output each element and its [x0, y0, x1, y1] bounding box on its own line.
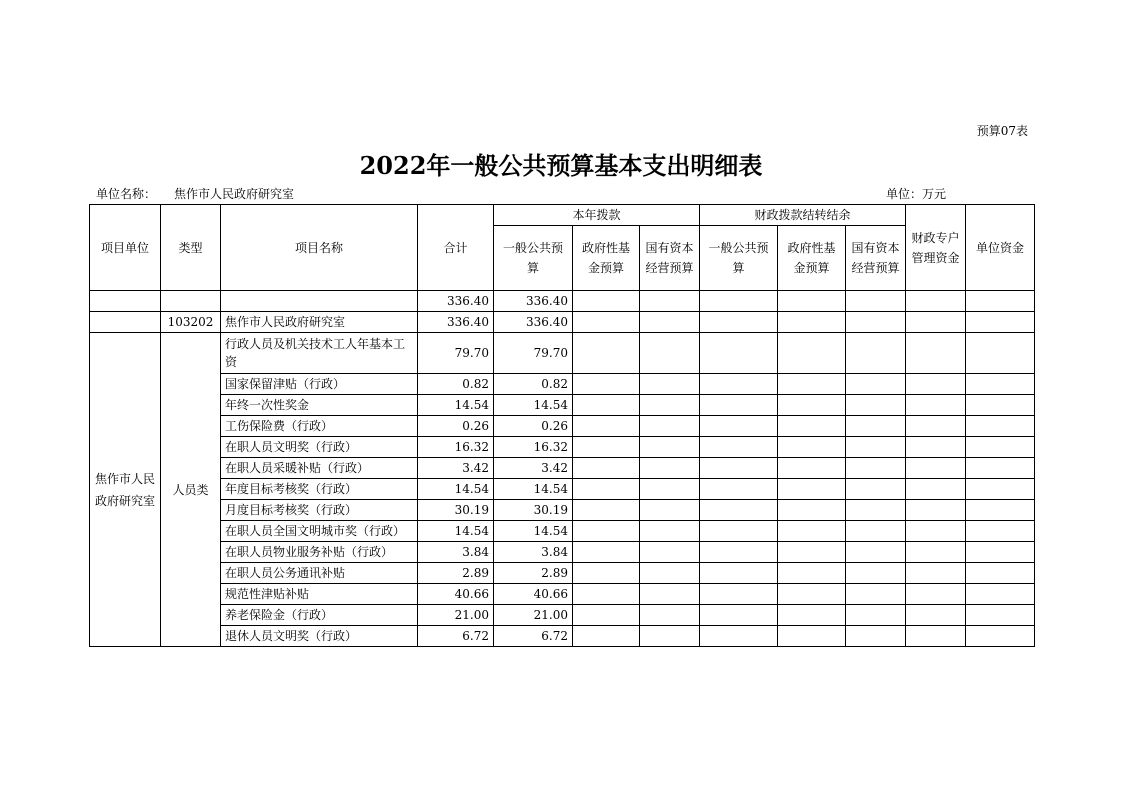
empty-cell	[846, 333, 906, 374]
empty-cell	[966, 626, 1035, 647]
empty-cell	[640, 395, 700, 416]
empty-cell	[573, 416, 640, 437]
row-total: 16.32	[418, 437, 494, 458]
row-general: 21.00	[494, 605, 573, 626]
row-general: 0.82	[494, 374, 573, 395]
row-total: 2.89	[418, 563, 494, 584]
empty-cell	[700, 416, 778, 437]
empty-cell	[573, 479, 640, 500]
row-general: 30.19	[494, 500, 573, 521]
empty-cell	[700, 458, 778, 479]
empty-cell	[700, 333, 778, 374]
empty-cell	[846, 500, 906, 521]
row-total: 0.82	[418, 374, 494, 395]
row-item-name: 月度目标考核奖（行政）	[221, 500, 418, 521]
summary-general: 336.40	[494, 291, 573, 312]
empty-cell	[778, 500, 846, 521]
empty-cell	[573, 437, 640, 458]
empty-cell	[778, 605, 846, 626]
empty-cell	[906, 584, 966, 605]
table-row	[90, 605, 1035, 626]
row-item-name: 规范性津贴补贴	[221, 584, 418, 605]
empty-cell	[700, 542, 778, 563]
row-item-name: 在职人员公务通讯补贴	[221, 563, 418, 584]
empty-cell	[573, 500, 640, 521]
table-row	[90, 626, 1035, 647]
empty-cell	[906, 563, 966, 584]
empty-cell	[700, 605, 778, 626]
table-row	[90, 521, 1035, 542]
empty-cell	[906, 542, 966, 563]
empty-cell	[778, 542, 846, 563]
row-general: 14.54	[494, 479, 573, 500]
row-general: 40.66	[494, 584, 573, 605]
empty-cell	[700, 584, 778, 605]
unit-name-value: 焦作市人民政府研究室	[174, 187, 295, 201]
table-row	[90, 374, 1035, 395]
row-item-name: 工伤保险费（行政）	[221, 416, 418, 437]
table-row	[90, 542, 1035, 563]
row-item-name: 在职人员物业服务补贴（行政）	[221, 542, 418, 563]
budget-table	[89, 204, 1035, 647]
unit-name-line	[96, 185, 294, 202]
empty-cell	[966, 521, 1035, 542]
empty-cell	[966, 395, 1035, 416]
empty-cell	[846, 395, 906, 416]
empty-cell	[906, 500, 966, 521]
empty-cell	[573, 374, 640, 395]
row-item-name: 年终一次性奖金	[221, 395, 418, 416]
dept-general: 336.40	[494, 312, 573, 333]
header-carry-state-capital: 国有资本经营预算	[846, 226, 906, 291]
row-general: 14.54	[494, 521, 573, 542]
summary-total: 336.40	[418, 291, 494, 312]
empty-cell	[700, 500, 778, 521]
row-item-name: 国家保留津贴（行政）	[221, 374, 418, 395]
row-total: 6.72	[418, 626, 494, 647]
empty-cell	[778, 395, 846, 416]
empty-cell	[846, 605, 906, 626]
row-item-name: 在职人员全国文明城市奖（行政）	[221, 521, 418, 542]
empty-cell	[906, 605, 966, 626]
empty-cell	[846, 626, 906, 647]
empty-cell	[573, 333, 640, 374]
row-total: 40.66	[418, 584, 494, 605]
header-item: 项目名称	[221, 205, 418, 291]
empty-cell	[846, 374, 906, 395]
header-unit-fund: 单位资金	[966, 205, 1035, 291]
row-total: 79.70	[418, 333, 494, 374]
empty-cell	[700, 479, 778, 500]
empty-cell	[846, 458, 906, 479]
row-total: 0.26	[418, 416, 494, 437]
row-item-name: 在职人员采暖补贴（行政）	[221, 458, 418, 479]
empty-cell	[573, 542, 640, 563]
empty-cell	[966, 563, 1035, 584]
table-row	[90, 563, 1035, 584]
empty-cell	[966, 416, 1035, 437]
empty-cell	[573, 584, 640, 605]
header-total: 合计	[418, 205, 494, 291]
empty-cell	[700, 395, 778, 416]
empty-cell	[966, 479, 1035, 500]
row-item-name: 年度目标考核奖（行政）	[221, 479, 418, 500]
header-current-year: 本年拨款	[494, 205, 700, 226]
header-general-budget: 一般公共预算	[494, 226, 573, 291]
money-unit: 单位：万元	[886, 187, 947, 201]
empty-cell	[640, 479, 700, 500]
table-row	[90, 458, 1035, 479]
empty-cell	[640, 500, 700, 521]
row-total: 21.00	[418, 605, 494, 626]
empty-cell	[906, 458, 966, 479]
row-general: 2.89	[494, 563, 573, 584]
empty-cell	[778, 563, 846, 584]
summary-row	[90, 291, 1035, 312]
empty-cell	[778, 416, 846, 437]
header-unit: 项目单位	[90, 205, 161, 291]
table-row	[90, 437, 1035, 458]
empty-cell	[966, 374, 1035, 395]
empty-cell	[778, 458, 846, 479]
dept-row	[90, 312, 1035, 333]
empty-cell	[778, 333, 846, 374]
row-item-name: 退休人员文明奖（行政）	[221, 626, 418, 647]
empty-cell	[906, 416, 966, 437]
empty-cell	[966, 605, 1035, 626]
empty-cell	[640, 563, 700, 584]
header-special-account: 财政专户管理资金	[906, 205, 966, 291]
row-total: 30.19	[418, 500, 494, 521]
empty-cell	[640, 626, 700, 647]
empty-cell	[906, 437, 966, 458]
empty-cell	[778, 479, 846, 500]
empty-cell	[778, 584, 846, 605]
row-general: 3.42	[494, 458, 573, 479]
group-unit: 焦作市人民政府研究室	[90, 333, 161, 647]
empty-cell	[573, 563, 640, 584]
empty-cell	[966, 437, 1035, 458]
row-total: 3.84	[418, 542, 494, 563]
group-type: 人员类	[161, 333, 221, 647]
empty-cell	[573, 626, 640, 647]
header-state-capital: 国有资本经营预算	[640, 226, 700, 291]
empty-cell	[966, 458, 1035, 479]
table-row	[90, 500, 1035, 521]
row-general: 16.32	[494, 437, 573, 458]
empty-cell	[640, 374, 700, 395]
row-general: 0.26	[494, 416, 573, 437]
empty-cell	[778, 521, 846, 542]
empty-cell	[906, 479, 966, 500]
empty-cell	[906, 374, 966, 395]
form-number: 预算07表	[976, 124, 1028, 138]
row-total: 3.42	[418, 458, 494, 479]
empty-cell	[640, 458, 700, 479]
row-item-name: 养老保险金（行政）	[221, 605, 418, 626]
header-carryover: 财政拨款结转结余	[700, 205, 906, 226]
page-title: 2022年一般公共预算基本支出明细表	[359, 151, 763, 180]
header-type: 类型	[161, 205, 221, 291]
empty-cell	[573, 458, 640, 479]
table-row	[90, 479, 1035, 500]
empty-cell	[700, 437, 778, 458]
row-item-name: 在职人员文明奖（行政）	[221, 437, 418, 458]
empty-cell	[640, 542, 700, 563]
header-carry-general: 一般公共预算	[700, 226, 778, 291]
table-row	[90, 333, 1035, 374]
empty-cell	[846, 584, 906, 605]
empty-cell	[966, 584, 1035, 605]
header-carry-gov-fund: 政府性基金预算	[778, 226, 846, 291]
empty-cell	[700, 374, 778, 395]
empty-cell	[778, 626, 846, 647]
dept-total: 336.40	[418, 312, 494, 333]
empty-cell	[966, 542, 1035, 563]
table-row	[90, 395, 1035, 416]
row-general: 6.72	[494, 626, 573, 647]
empty-cell	[966, 500, 1035, 521]
empty-cell	[640, 437, 700, 458]
empty-cell	[640, 584, 700, 605]
empty-cell	[573, 521, 640, 542]
empty-cell	[700, 563, 778, 584]
row-total: 14.54	[418, 479, 494, 500]
empty-cell	[846, 479, 906, 500]
row-total: 14.54	[418, 521, 494, 542]
row-general: 79.70	[494, 333, 573, 374]
empty-cell	[906, 626, 966, 647]
empty-cell	[846, 563, 906, 584]
empty-cell	[846, 416, 906, 437]
unit-name-label: 单位名称：	[96, 187, 157, 201]
empty-cell	[640, 333, 700, 374]
row-general: 3.84	[494, 542, 573, 563]
empty-cell	[906, 333, 966, 374]
empty-cell	[966, 333, 1035, 374]
empty-cell	[640, 605, 700, 626]
empty-cell	[700, 626, 778, 647]
row-total: 14.54	[418, 395, 494, 416]
empty-cell	[573, 395, 640, 416]
empty-cell	[573, 605, 640, 626]
empty-cell	[778, 374, 846, 395]
table-row	[90, 416, 1035, 437]
row-item-name: 行政人员及机关技术工人年基本工资	[221, 333, 418, 374]
empty-cell	[906, 395, 966, 416]
dept-name: 焦作市人民政府研究室	[221, 312, 418, 333]
table-row	[90, 584, 1035, 605]
empty-cell	[906, 521, 966, 542]
empty-cell	[778, 437, 846, 458]
empty-cell	[846, 521, 906, 542]
empty-cell	[846, 542, 906, 563]
empty-cell	[700, 521, 778, 542]
row-general: 14.54	[494, 395, 573, 416]
empty-cell	[846, 437, 906, 458]
dept-code: 103202	[161, 312, 221, 333]
empty-cell	[640, 416, 700, 437]
header-gov-fund: 政府性基金预算	[573, 226, 640, 291]
empty-cell	[640, 521, 700, 542]
